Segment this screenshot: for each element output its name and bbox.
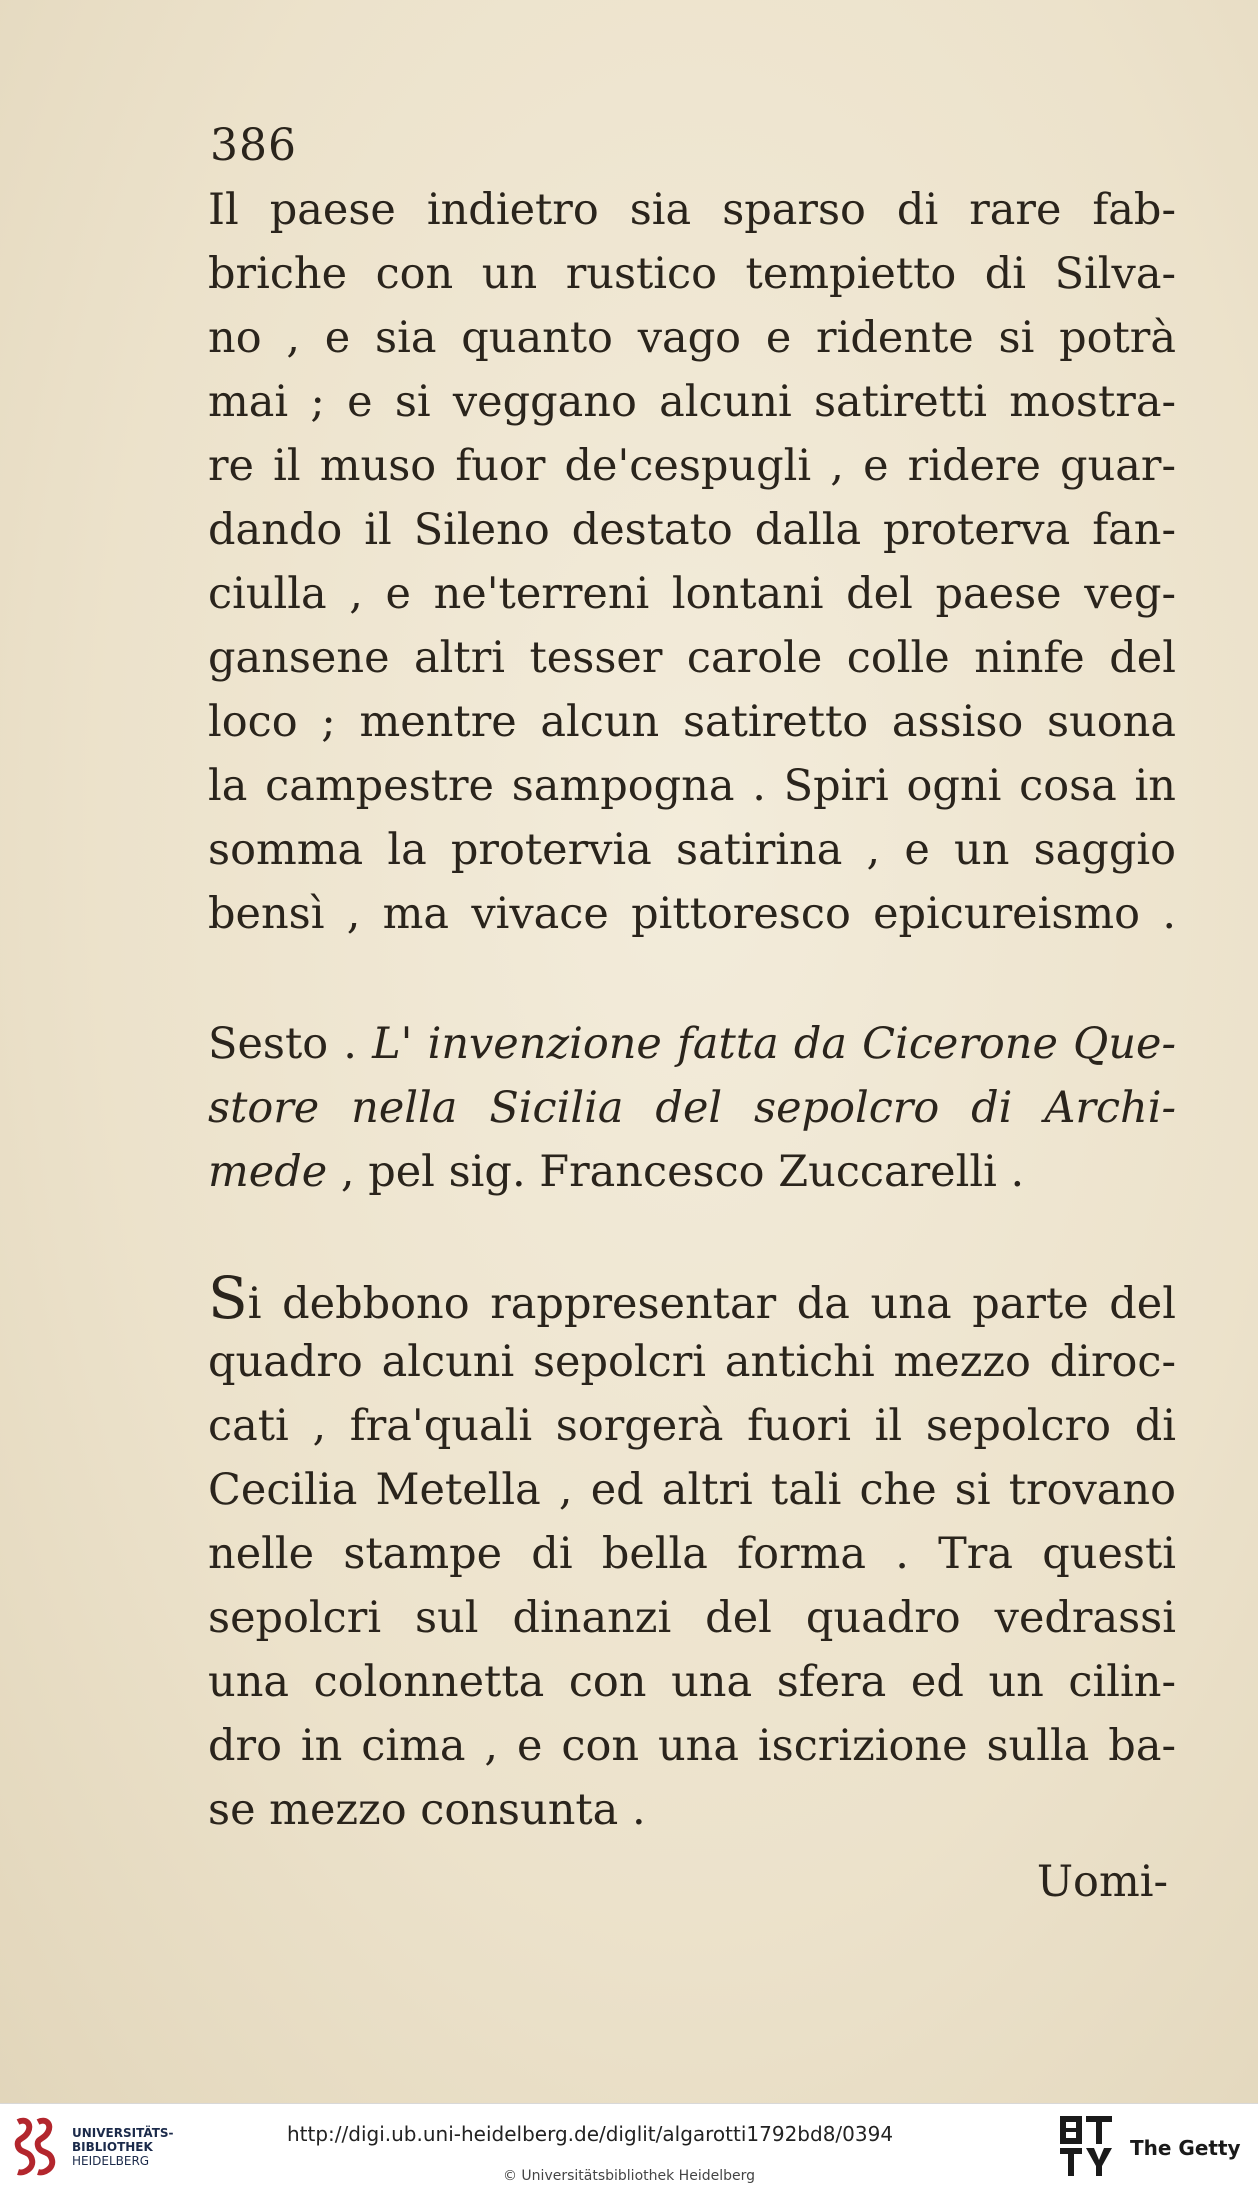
page-number: 386 bbox=[210, 120, 297, 171]
text-line: no , e sia quanto vago e ridente si potrà bbox=[208, 313, 1176, 363]
copyright-notice: © Universitätsbibliothek Heidelberg bbox=[502, 2168, 755, 2184]
permalink-url[interactable]: http://digi.ub.uni-heidelberg.de/diglit/algarotti1792bd8/0394 bbox=[287, 2122, 894, 2146]
library-name-line: BIBLIOTHEK bbox=[72, 2140, 153, 2154]
catchword: Uomi- bbox=[1036, 1857, 1168, 1907]
text-line: briche con un rustico tempietto di Silva- bbox=[208, 249, 1176, 299]
text-line: nelle stampe di bella forma . Tra questi bbox=[208, 1529, 1176, 1579]
text-line: bensì , ma vivace pittoresco epicureismo . bbox=[208, 889, 1176, 939]
text-line: Il paese indietro sia sparso di rare fab- bbox=[208, 185, 1176, 235]
text-line: re il muso fuor de'cespugli , e ridere guar- bbox=[208, 441, 1176, 491]
text-line: dro in cima , e con una iscrizione sulla ba- bbox=[208, 1721, 1176, 1771]
text-line: la campestre sampogna . Spiri ogni cosa in bbox=[208, 761, 1176, 811]
text-line: quadro alcuni sepolcri antichi mezzo diroc- bbox=[208, 1337, 1176, 1387]
first-line-text: i debbono rappresentar da una parte del bbox=[247, 1279, 1176, 1329]
text-line: ciulla , e ne'terreni lontani del paese veg- bbox=[208, 569, 1176, 619]
text-line: loco ; mentre alcun satiretto assiso suona bbox=[208, 697, 1176, 747]
text-line: dando il Sileno destato dalla proterva fan- bbox=[208, 505, 1176, 555]
heading-title: store nella Sicilia del sepolcro di Archi- bbox=[208, 1083, 1176, 1133]
heading-line bbox=[208, 1140, 1176, 1204]
text-line: cati , fra'quali sorgerà fuori il sepolcro di bbox=[208, 1401, 1176, 1451]
heading-painter: , pel sig. Francesco Zuccarelli . bbox=[327, 1147, 1025, 1197]
heading-title: L' invenzione fatta da Cicerone Que- bbox=[372, 1019, 1176, 1069]
heading-title: mede bbox=[208, 1147, 328, 1197]
getty-label: The Getty bbox=[1130, 2136, 1241, 2160]
section-heading bbox=[208, 1012, 1176, 1204]
heading-line bbox=[208, 1076, 1176, 1140]
text-line: mai ; e si veggano alcuni satiretti mostra- bbox=[208, 377, 1176, 427]
text-line: una colonnetta con una sfera ed un cilin- bbox=[208, 1657, 1176, 1707]
paragraph-1 bbox=[208, 178, 1176, 946]
text-line bbox=[208, 1266, 1176, 1330]
text-line: gansene altri tesser carole colle ninfe del bbox=[208, 633, 1176, 683]
drop-cap: S bbox=[208, 1264, 248, 1332]
text-line: somma la protervia satirina , e un saggio bbox=[208, 825, 1176, 875]
library-name-line: HEIDELBERG bbox=[72, 2154, 150, 2168]
text-line: sepolcri sul dinanzi del quadro vedrassi bbox=[208, 1593, 1176, 1643]
catchword-block bbox=[208, 1850, 1176, 1914]
university-library-name bbox=[72, 2126, 174, 2168]
text-line: se mezzo consunta . bbox=[208, 1785, 646, 1835]
getty-logo-icon bbox=[1058, 2114, 1114, 2180]
heading-number: Sesto . bbox=[208, 1019, 373, 1069]
viewer-footer bbox=[0, 2103, 1258, 2194]
library-name-line: UNIVERSITÄTS- bbox=[72, 2126, 174, 2140]
heading-line bbox=[208, 1012, 1176, 1076]
paragraph-2 bbox=[208, 1266, 1176, 1842]
text-line: Cecilia Metella , ed altri tali che si trovano bbox=[208, 1465, 1176, 1515]
